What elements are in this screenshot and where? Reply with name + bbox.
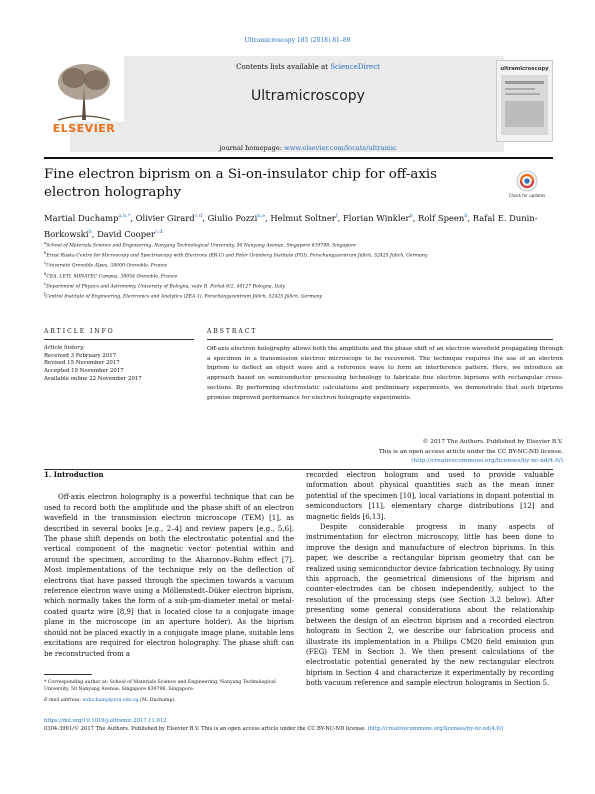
affiliation-marker: a [44,241,47,245]
license-line: This is an open access article under the CC BY-NC-ND license. [378,448,563,455]
journal-cover-thumbnail[interactable] [496,60,553,142]
body-column-right [306,470,554,689]
section-heading-introduction: 1. Introduction [44,470,104,479]
author-name[interactable]: Helmut Soltner [270,212,336,223]
affiliation-text: Université Grenoble Alpes, 38000 Grenoble, France [46,264,168,269]
doi-link[interactable]: https://doi.org/10.1016/j.ultramic.2017.11.012 [44,718,167,724]
affiliation-marker: b [44,251,47,256]
cover-art-icon [497,61,552,141]
sciencedirect-link[interactable]: ScienceDirect [330,63,380,71]
contents-line [124,63,492,71]
author-affiliation-marker[interactable]: b [464,213,468,219]
check-updates-icon [508,169,546,205]
copyright-block [207,438,563,467]
affiliation-text: CEA, LETI, MINATEC Campus, 38054 Grenoble, France [46,274,178,280]
header-rule [44,157,553,159]
corresponding-author-text: * Corresponding author at: School of Materials Science and Engineering, Nanyang Technological University, 50 Nanyang Avenue, Singapore 639798, Singapore. [44,680,276,693]
author-affiliation-marker[interactable]: c,d [194,213,203,219]
affiliation-item [44,271,549,281]
affiliation-list [44,240,549,301]
author-affiliation-marker[interactable]: b [409,213,413,219]
affiliation-marker: e [44,281,47,286]
intro-paragraph-1: Off-axis electron holography is a powerful technique that can be used to record both the amplitude and the phase shift of an electron wavefield in the transmission electron microscope (TEM) [1], as described in several books [e.g., 2–4] and review papers [e.g., 5,6]. The phase shift depends on both the electrostatic potential and the vertical component of the magnetic vector potential within and around the specimen, according to the Aharonov–Bohm effect [7]. Most implementations of the technique rely on the deflection of electrons that have passed through the specimen towards a vacuum reference electron wave using a Möllenstedt–Düker electron biprism, which normally takes the form of a sub-μm-diameter metal or metal-coated quartz wire [8,9] that is located close to a conjugate image plane in the microscope (in an aperture holder). As the biprism should not be placed exactly in a conjugate image plane, suitable lens excitations are required for electron holography. The phase shift can be reconstructed from a [44,493,294,658]
author-affiliation-marker[interactable]: b [88,228,92,235]
check-for-updates-badge[interactable] [508,169,546,205]
footnote-rule [44,674,92,675]
affiliation-item [44,260,549,270]
homepage-prefix: journal homepage: [219,144,285,152]
homepage-line [124,144,492,152]
intro-paragraph-1-continued: recorded electron hologram and used to provide valuable information about physical quantities such as the mean inner potential of the specimen [10], local variations in dopant potential in semiconductors [11], elementary charge distributions [12] and magnetic fields [6,13]. [306,471,554,521]
author-name[interactable]: Olivier Girard [135,212,195,223]
affiliation-marker: c [44,261,47,266]
abstract-text: Off-axis electron holography allows both the amplitude and the phase shift of an electron wavefield propagating through a specimen in a transmission electron microscope to be recovered. The technique requires the use of an electron biprism to deflect an object wave and a reference wave to form an interference pattern. Here, we introduce an approach based on semiconductor processing technology to fabricate fine electron biprisms with rectangular cross-sections. By performing electrostatic calculations and preliminary experiments, we demonstrate that such biprisms promise improved performance for electron holography experiments. [207,346,563,401]
check-updates-label: Check for updates [508,193,546,198]
article-history [44,345,194,384]
affiliation-text: Department of Physics and Astronomy, University of Bologna, viale B. Pichat 6/2, 40127 Bologna, Italy [46,284,286,290]
license-link[interactable]: (http://creativecommons.org/licenses/by-nc-nd/4.0/) [411,458,563,465]
affiliation-item [44,240,549,250]
author-name[interactable]: Rafal E. Dunin-Borkowski [44,212,538,239]
affiliation-text: School of Materials Science and Engineering, Nanyang Technological University, 50 Nanyang Avenue, Singapore 639798, Singapore [46,243,356,249]
email-label: E-mail address: [44,698,82,704]
abstract-rule [207,339,553,340]
license-footer-link[interactable]: (http://creativecommons.org/licenses/by-nc-nd/4.0/) [367,725,504,732]
author-affiliation-marker[interactable]: a,b,* [118,213,131,219]
body-column-left [44,470,294,659]
history-revised: Revised 15 November 2017 [44,360,120,367]
history-accepted: Accepted 19 November 2017 [44,368,124,375]
author-name[interactable]: Florian Winkler [343,212,410,223]
affiliation-text: Central Institute of Engineering, Electronics and Analytics (ZEA-1), Forschungszentrum Jülich, 52425 Jülich, Germany [45,294,323,300]
history-online: Available online 22 November 2017 [44,375,142,382]
article-info-rule [44,339,194,340]
cover-title: ultramicroscopy [500,66,549,72]
copyright-line: © 2017 The Authors. Published by Elsevier B.V. [422,439,563,445]
author-affiliation-marker[interactable]: c,d [155,228,163,235]
author-name[interactable]: Martial Duchamp [44,212,119,223]
homepage-link[interactable]: www.elsevier.com/locate/ultramic [284,144,397,152]
article-title: Fine electron biprism on a Si-on-insulator chip for off-axis electron holography [44,167,438,200]
email-link[interactable]: mduchamp@ntu.edu.sg [82,698,139,704]
author-affiliation-marker[interactable]: b,e [257,213,265,219]
affiliation-text: Ernst Ruska-Centre for Microscopy and Spectroscopy with Electrons (ER-C) and Peter Grünberg Institute (PGI), Forschungszentrum Jülich, 52425 Jülich, Germany [46,253,428,259]
affiliation-marker: f [44,292,46,297]
email-suffix: (M. Duchamp). [140,698,176,704]
article-info-heading: ARTICLE INFO [44,328,115,335]
affiliation-item [44,281,549,291]
author-list: Martial Duchamp$^{a,b,*}$, Olivier Girard$^{c,d}$, Giulio Pozzi$^{b,e}$, Helmut Soltner$^f$, Florian Winkler$^b$, Rolf Speen$^b$, Rafal E. Dunin-Borkowski$^b$, David Cooper$^{c,d}$ [44,212,538,239]
elsevier-wordmark: ELSEVIER [52,122,116,135]
author-affiliation-marker[interactable]: f [335,213,338,219]
affiliation-item [44,291,549,301]
doi-block [44,718,504,733]
affiliation-marker: d [44,271,47,276]
author-name[interactable]: Giulio Pozzi [207,212,258,223]
intro-paragraph-2: Despite considerable progress in many aspects of instrumentation for electron microscopy, little has been done to improve the design and manufacture of electron biprisms. In this paper, we describe a rectangular biprism geometry that can be realized using semiconductor device fabrication technology. By using this approach, the geometrical dimensions of the biprism and counter-electrodes can be chosen independently, subject to the resolution of the processing steps (see Section 3.2 below). After presenting some general considerations about the relationship between the design of an electron biprism and a recorded electron hologram in Section 2, we describe our fabrication process and illustrate its implementation in a Philips CM20 field emission gun (FEG) TEM in Section 3. We then present calculations of the electrostatic potential generated by the new rectangular electron biprism in Section 4 and characterize it experimentally by recording both vacuum reference and sample electron holograms in Section 5. [306,523,554,688]
history-label: Article history: [44,345,85,351]
author-name[interactable]: David Cooper [97,228,156,239]
affiliation-item [44,250,549,260]
author-name[interactable]: Rolf Speen [418,212,465,223]
history-received: Received 3 February 2017 [44,352,117,359]
abstract-heading: ABSTRACT [207,328,258,335]
contents-prefix: Contents lists available at [236,63,331,71]
journal-citation[interactable]: Ultramicroscopy 185 (2018) 81–89 [244,37,351,44]
license-statement: 0304-3991/© 2017 The Authors. Published by Elsevier B.V. This is an open access article under the CC BY-NC-ND license. [44,725,366,732]
corresponding-author-footnote [44,679,294,705]
journal-name[interactable]: Ultramicroscopy [251,88,365,104]
